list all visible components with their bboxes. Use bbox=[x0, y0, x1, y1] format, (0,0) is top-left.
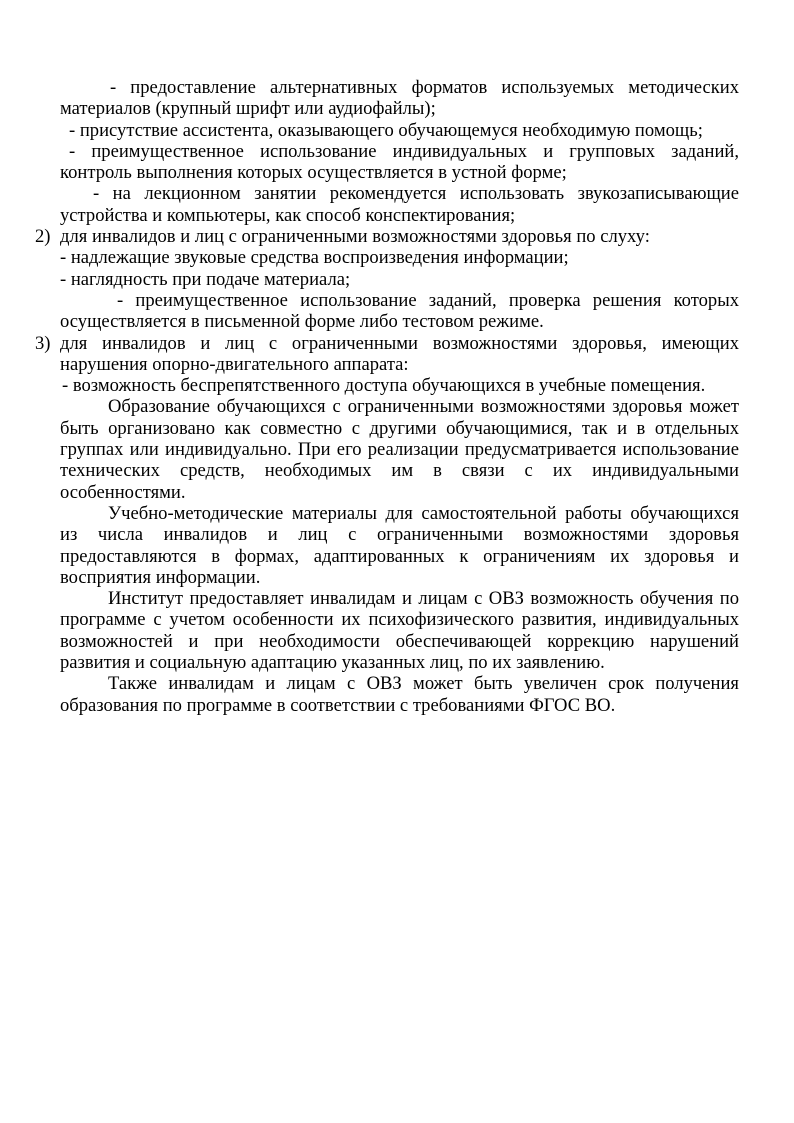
numbered-item-hearing-text: для инвалидов и лиц с ограниченными возможностями здоровья по слуху: bbox=[60, 226, 650, 248]
numbered-item-hearing bbox=[35, 226, 739, 248]
numbered-item-musculoskeletal-text: для инвалидов и лиц с ограниченными возможностями здоровья, имеющих нарушения опорно-двигательного аппарата: bbox=[60, 332, 739, 375]
dash-item-access: - возможность беспрепятственного доступа обучающихся в учебные помещения. bbox=[62, 375, 706, 397]
dash-item-written-tasks: - преимущественное использование заданий, проверка решения которых осуществляется в письменной форме либо тестовом режиме. bbox=[60, 289, 739, 333]
dash-item-sound-means: - надлежащие звуковые средства воспроизведения информации; bbox=[60, 247, 569, 269]
list-number-2: 2) bbox=[35, 226, 51, 248]
paragraph-extended-term: Также инвалидам и лицам с ОВЗ может быть увеличен срок получения образования по программе в соответствии с требованиями ФГОС ВО. bbox=[60, 673, 739, 716]
numbered-item-musculoskeletal bbox=[35, 332, 739, 376]
dash-item-lecture-recording: - на лекционном занятии рекомендуется использовать звукозаписывающие устройства и компьютеры, как способ конспектирования; bbox=[60, 183, 739, 226]
dash-item-individual-tasks: - преимущественное использование индивидуальных и групповых заданий, контроль выполнения которых осуществляется в устной форме; bbox=[60, 140, 739, 184]
dash-item-assistant: - присутствие ассистента, оказывающего обучающемуся необходимую помощь; bbox=[69, 119, 703, 141]
paragraph-institute-provides: Институт предоставляет инвалидам и лицам с ОВЗ возможность обучения по программе с учетом особенности их психофизического развития, индивидуальных возможностей и при необходимости обеспечивающей коррекцию нарушений развития и социальную адаптацию указанных лиц, по их заявлению. bbox=[60, 588, 739, 674]
dash-item-alt-formats: - предоставление альтернативных форматов используемых методических материалов (крупный шрифт или аудиофайлы); bbox=[60, 77, 739, 120]
paragraph-study-materials: Учебно-методические материалы для самостоятельной работы обучающихся из числа инвалидов и лиц с ограниченными возможностями здоровья предоставляются в формах, адаптированных к ограничениям их здоровья и восприятия информации. bbox=[60, 502, 739, 588]
paragraph-education-organization: Образование обучающихся с ограниченными возможностями здоровья может быть организовано как совместно с другими обучающимися, так и в отдельных группах или индивидуально. При его реализации предусматривается использование технических средств, необходимых им в связи с их индивидуальными особенностями. bbox=[60, 396, 739, 503]
dash-item-visual-clarity: - наглядность при подаче материала; bbox=[60, 268, 351, 290]
list-number-3: 3) bbox=[35, 332, 51, 354]
